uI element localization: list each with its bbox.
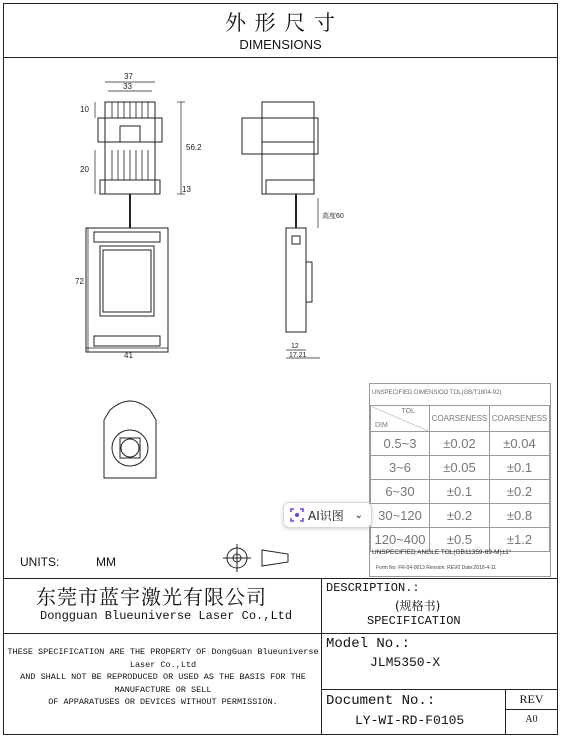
notice-line: OF APPARATUSES OR DEVICES WITHOUT PERMISSION.: [48, 697, 278, 707]
tolerance-row-c2: ±0.1: [489, 456, 549, 480]
front-view-drawing: [104, 401, 156, 478]
model-label: Model No.:: [326, 636, 411, 652]
dim-33: 33: [123, 82, 132, 91]
tolerance-row-c1: ±0.5: [429, 528, 489, 552]
top-view-drawing: [86, 82, 185, 352]
company-name-cn: 东莞市蓝宇激光有限公司: [36, 585, 267, 609]
dim-56-2: 56.2: [186, 143, 202, 152]
tolerance-row-c2: ±0.04: [489, 432, 549, 456]
units-label: UNITS:: [20, 555, 60, 569]
units-value: MM: [96, 555, 116, 569]
rev-label: REV: [519, 692, 544, 706]
dim-12: 12: [291, 343, 299, 350]
dim-37: 37: [124, 72, 133, 81]
chevron-down-icon: ⌄: [354, 509, 363, 521]
notice-line: MANUFACTURE OR SELL: [114, 684, 212, 695]
tolerance-header-coarseness-1: COARSENESS: [429, 406, 489, 432]
titleblock-model-line: [321, 689, 558, 690]
side-view-dimensions: [289, 211, 344, 359]
projection-symbol: [223, 544, 288, 572]
tolerance-header-tol-dim: [371, 406, 430, 432]
dim-height: 高度60: [322, 213, 344, 220]
title-en: DIMENSIONS: [239, 37, 322, 52]
tolerance-row-c1: ±0.1: [429, 480, 489, 504]
tolerance-row-c1: ±0.05: [429, 456, 489, 480]
dim-20: 20: [80, 165, 89, 174]
tolerance-header-tol: TOL: [401, 408, 415, 415]
description-en: SPECIFICATION: [367, 614, 461, 628]
document-value: LY-WI-RD-F0105: [355, 713, 465, 728]
top-view-driver-board: [86, 228, 168, 352]
tolerance-title: UNSPECIFIED DIMENSIOO TOL(GB/T1804-92): [372, 390, 502, 396]
tolerance-form-info: Form No: FR-04-0013 Revsion: REV0 Date:2018-4-11: [376, 565, 496, 571]
notice-line: Laser Co.,Ltd: [129, 659, 197, 670]
scan-icon: [290, 508, 304, 522]
top-view-dimensions: [75, 72, 202, 360]
tolerance-row-c1: ±0.02: [429, 432, 489, 456]
titleblock-rev-inner-line: [505, 709, 558, 710]
model-value: JLM5350-X: [370, 655, 441, 670]
tolerance-row-c2: ±0.8: [489, 504, 549, 528]
tolerance-row-dim: 3~6: [371, 456, 430, 480]
notice-text: [5, 646, 321, 709]
company-name-en: Dongguan Blueuniverse Laser Co.,Ltd: [40, 609, 293, 623]
tolerance-header-coarseness-2: COARSENESS: [489, 406, 549, 432]
dim-10: 10: [80, 105, 89, 114]
document-label: Document No.:: [326, 693, 436, 709]
ai-recognize-button[interactable]: [283, 502, 372, 528]
tolerance-row-c1: ±0.2: [429, 504, 489, 528]
tolerance-table: [370, 405, 550, 552]
side-view-drawing: [242, 102, 320, 358]
tolerance-angle: UNSPECIFIED ANGLE TOL(GB11359-89-M)±1°: [372, 549, 512, 556]
tolerance-row-dim: 0.5~3: [371, 432, 430, 456]
tolerance-row-c2: ±1.2: [489, 528, 549, 552]
description-label: DESCRIPTION.:: [326, 581, 420, 595]
notice-line: AND SHALL NOT BE REPRODUCED OR USED AS THE BASIS FOR THE: [20, 672, 306, 682]
tolerance-header-dim: DIM: [375, 422, 388, 429]
titleblock-top-line: [3, 578, 558, 579]
tolerance-row-dim: 30~120: [371, 504, 430, 528]
title-cn: 外 形 尺 寸: [224, 11, 337, 35]
dim-72: 72: [75, 277, 84, 286]
tolerance-row-dim: 120~400: [371, 528, 430, 552]
notice-line: THESE SPECIFICATION ARE THE PROPERTY OF DongGuan Blueuniverse: [7, 647, 319, 657]
dim-13: 13: [182, 185, 191, 194]
rev-value: A0: [525, 714, 538, 725]
tolerance-row-c2: ±0.2: [489, 480, 549, 504]
titleblock-company-line: [3, 633, 558, 634]
dim-41: 41: [124, 351, 133, 360]
tolerance-row-dim: 6~30: [371, 480, 430, 504]
titleblock-mid-line: [321, 578, 322, 735]
ai-recognize-label: AI识图: [308, 508, 344, 523]
description-cn: (规格书): [395, 599, 441, 613]
dim-17-21: 17.21: [289, 352, 307, 359]
